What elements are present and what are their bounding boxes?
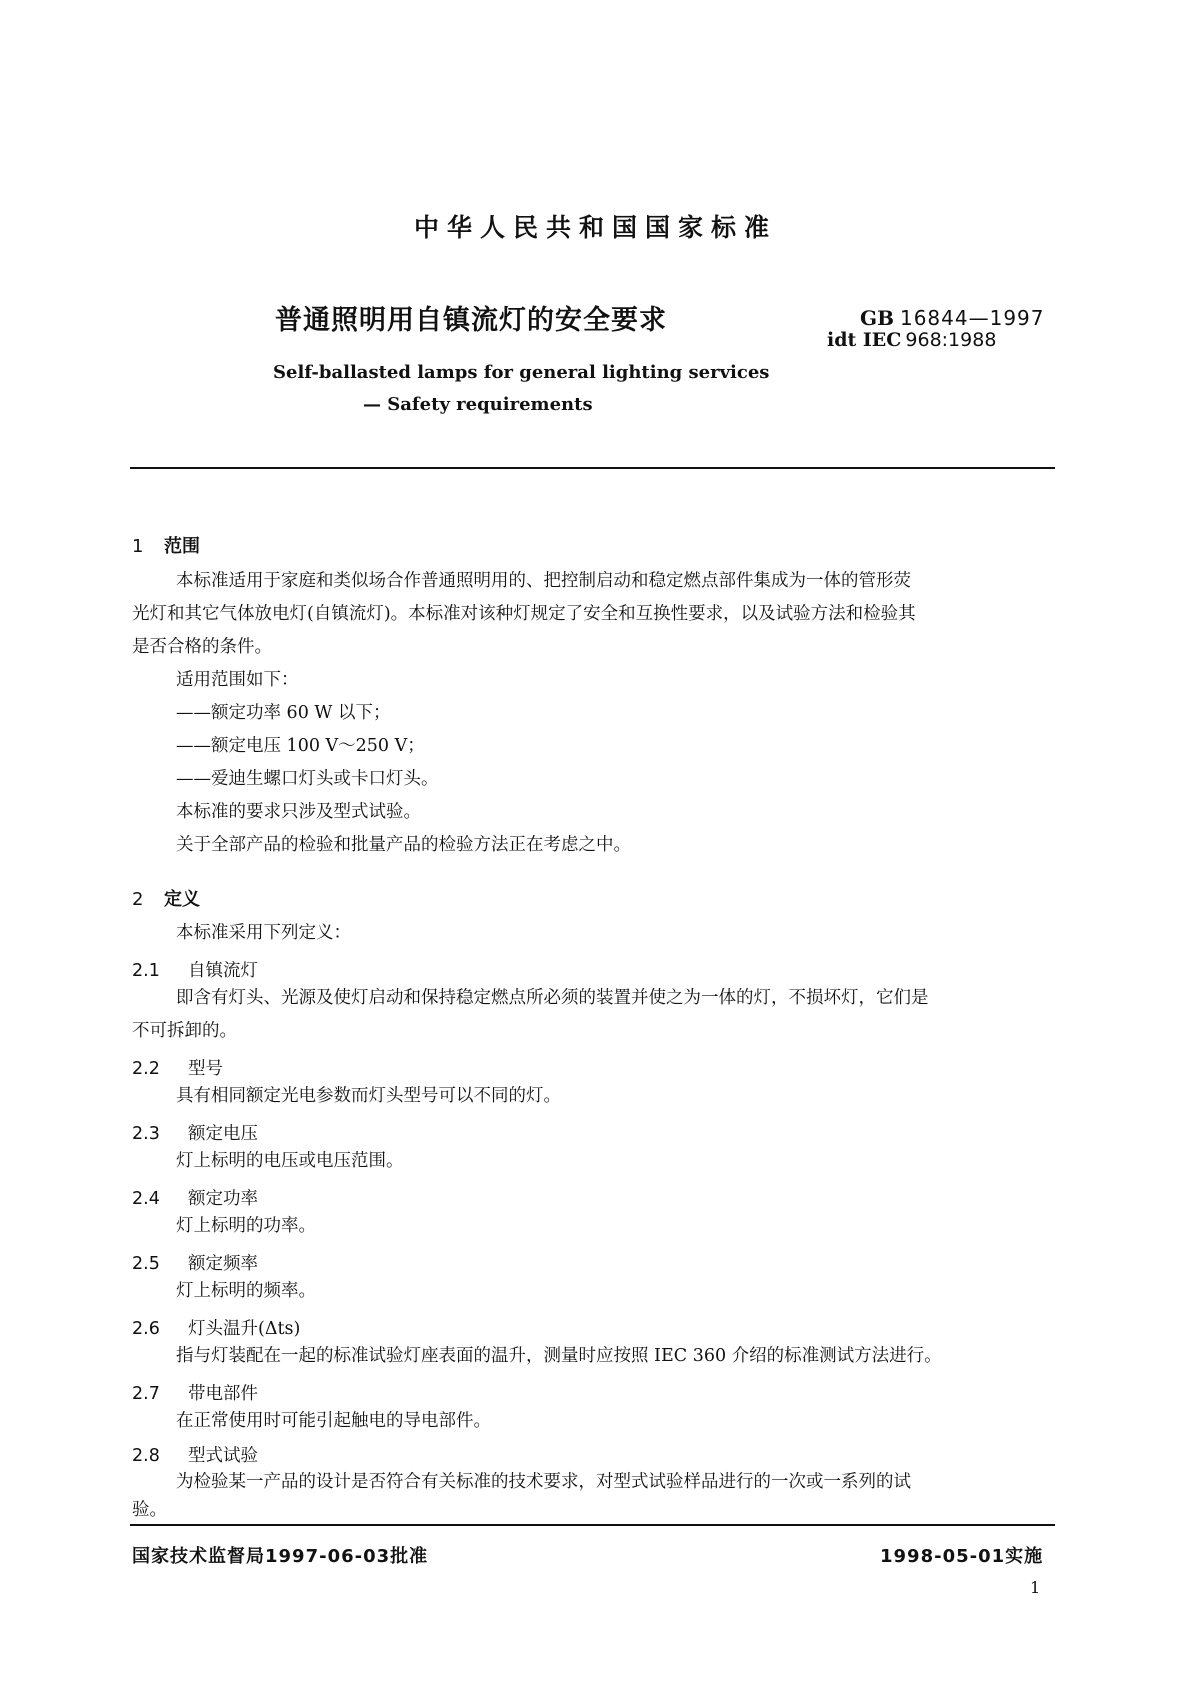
national-standard-heading: 中华人民共和国国家标准 [413,213,777,242]
definition-term: 额定频率 [188,1254,258,1274]
definition-heading [132,1380,258,1405]
definition-text: 灯上标明的功率。 [176,1216,316,1236]
definition-text: 在正常使用时可能引起触电的导电部件。 [176,1411,491,1431]
approval-line: 国家技术监督局1997-06-03批准 [132,1546,429,1567]
idt-number: 968:1988 [905,329,997,351]
document-title-en-line1: Self-ballasted lamps for general lighting services [273,362,770,383]
idt-reference [827,329,996,351]
definition-term: 灯头温升(Δts) [188,1319,301,1339]
definition-text: 灯上标明的频率。 [176,1281,316,1301]
definition-term: 额定电压 [188,1124,258,1144]
standard-number: 16844—1997 [899,306,1045,330]
definition-number: 2.4 [132,1189,160,1209]
document-title-cn: 普通照明用自镇流灯的安全要求 [275,305,667,336]
definition-heading [132,1185,258,1210]
definition-heading [132,1442,258,1467]
definition-heading [132,1120,258,1145]
definition-term: 型式试验 [188,1446,258,1466]
scope-item: ——爱迪生螺口灯头或卡口灯头。 [176,769,439,789]
definition-number: 2.5 [132,1254,160,1274]
definition-number: 2.8 [132,1446,160,1466]
standard-code [860,306,1045,330]
section-2-number: 2 [132,889,144,910]
effective-date: 1998-05-01实施 [880,1546,1044,1567]
definition-heading [132,1250,258,1275]
definition-term: 自镇流灯 [188,961,258,981]
definition-number: 2.7 [132,1384,160,1404]
footer-divider [130,1524,1055,1526]
scope-item: ——额定功率 60 W 以下； [176,703,391,723]
definition-text: 灯上标明的电压或电压范围。 [176,1151,404,1171]
definition-number: 2.6 [132,1319,160,1339]
section-2-heading [132,885,200,911]
section-1-para1-line3: 是否合格的条件。 [132,637,272,657]
section-2-title: 定义 [164,889,200,910]
section-1-para3: 关于全部产品的检验和批量产品的检验方法正在考虑之中。 [176,835,631,855]
section-1-number: 1 [132,536,144,557]
document-title-en-line2: — Safety requirements [363,394,593,415]
header-divider [130,467,1055,469]
scope-intro: 适用范围如下： [176,670,299,690]
section-1-para1-line2: 光灯和其它气体放电灯(自镇流灯)。本标准对该种灯规定了安全和互换性要求，以及试验方法和检验其 [132,604,916,624]
section-1-para2: 本标准的要求只涉及型式试验。 [176,802,421,822]
scope-item: ——额定电压 100 V～250 V； [176,736,425,756]
definition-term: 带电部件 [188,1384,258,1404]
definition-number: 2.2 [132,1059,160,1079]
definition-heading [132,1055,223,1080]
section-1-para1-line1: 本标准适用于家庭和类似场合作普通照明用的、把控制启动和稳定燃点部件集成为一体的管形荧 [176,571,911,591]
page-number: 1 [1030,1578,1041,1597]
definition-text: 不可拆卸的。 [132,1021,237,1041]
section-1-title: 范围 [164,536,200,557]
definition-number: 2.3 [132,1124,160,1144]
definition-text: 即含有灯头、光源及使灯启动和保持稳定燃点所必须的装置并使之为一体的灯，不损坏灯，它们是 [176,988,929,1008]
definition-heading [132,957,258,982]
definition-number: 2.1 [132,961,160,981]
section-1-heading [132,532,200,558]
section-2-intro: 本标准采用下列定义： [176,923,351,943]
definition-term: 型号 [188,1059,223,1079]
idt-prefix: idt IEC [827,329,902,351]
standard-prefix: GB [860,306,894,330]
definition-text: 验。 [132,1500,167,1520]
definition-text: 指与灯装配在一起的标准试验灯座表面的温升，测量时应按照 IEC 360 介绍的标准测试方法进行。 [176,1346,942,1366]
definition-term: 额定功率 [188,1189,258,1209]
definition-text: 为检验某一产品的设计是否符合有关标准的技术要求，对型式试验样品进行的一次或一系列的试 [176,1472,911,1492]
definition-heading [132,1315,300,1340]
definition-text: 具有相同额定光电参数而灯头型号可以不同的灯。 [176,1086,561,1106]
